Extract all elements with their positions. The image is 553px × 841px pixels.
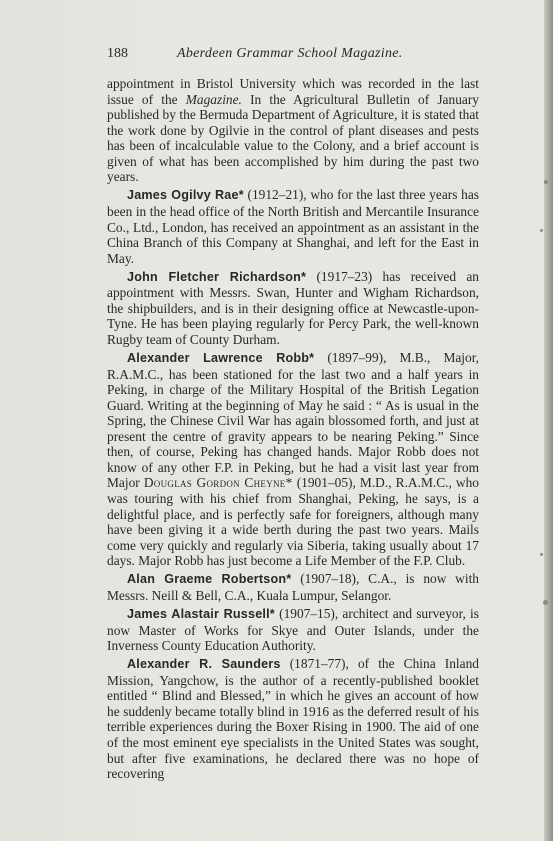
person-name: James Alastair Russell* xyxy=(127,607,275,622)
person-name: John Fletcher Richardson* xyxy=(127,269,307,284)
page-edge xyxy=(544,0,553,841)
paragraph-text: (1912–21), who for the last three years has been in the head office of the North British and Mercantile Insurance Co., Ltd., London, has received an appointment as an assistant in the China Branch of this Company at Shanghai, and left for the East in May. xyxy=(107,187,479,266)
paragraph-text: (1897–99), M.B., Major, R.A.M.C., has been stationed for the last two and a half years in Peking, in charge of the Military Hospital of the British Legation Guard. Writing at the beginning of May he said : “ As is usual in the Spring, the Chinese Civil War has again blossomed forth, and just at present the centre of gravity appears to be nearing Peking.” Since then, of course, Peking has changed hands. Major Robb does not know of any other F.P. in Peking, but he had a visit last year from Major xyxy=(107,350,479,491)
person-name: James Ogilvy Rae* xyxy=(127,188,244,203)
article-body xyxy=(107,76,479,784)
paragraph-text: (1917–23) has received an appointment with Messrs. Swan, Hunter and Wigham Richardson, the shipbuilders, and is in their designing office at Newcastle-upon-Tyne. He has been playing regularly for Percy Park, the well-known Rugby team of County Durham. xyxy=(107,268,479,347)
paragraph-text: (1871–77), of the China Inland Mission, Yangchow, is the author of a recently-published booklet entitled “ Blind and Blessed,” in which he gives an account of how he suddenly became totally blind in 1916 as the deferred result of his terrible experiences during the Boxer Rising in 1900. The aid of one of the most eminent eye specialists in the United States was sought, but after five examinations, he declared there was no hope of recovering xyxy=(107,656,479,782)
paragraph-russell xyxy=(107,606,479,654)
paragraph-saunders xyxy=(107,656,479,781)
paragraph-text: (1907–15), architect and surveyor, is now Master of Works for Skye and Outer Islands, under the Inverness County Education Authority. xyxy=(107,606,479,654)
paper-speck xyxy=(544,180,548,184)
paragraph-rae xyxy=(107,187,479,266)
person-name: Alan Graeme Robertson* xyxy=(127,572,292,587)
paper-speck xyxy=(540,553,543,556)
paragraph-text: (1901–05), M.D., R.A.M.C., who was touring with his chief from Shanghai, Peking, he says, is a delightful place, and is perfectly safe for foreigners, although many have been giving it a wide berth during the past two years. Mails come very quickly and regularly via Siberia, taking usually about 17 days. Major Robb has just become a Life Member of the F.P. Club. xyxy=(107,475,479,569)
paper-speck xyxy=(540,229,543,232)
paragraph-text: appointment in Bristol University which was recorded in the last issue of the xyxy=(107,76,479,107)
magazine-title: Magazine. xyxy=(185,91,242,107)
person-name: Alexander R. Saunders xyxy=(127,657,281,672)
person-name: Alexander Lawrence Robb* xyxy=(127,351,315,366)
page-header xyxy=(107,46,479,66)
paragraph-richardson xyxy=(107,269,479,348)
page-number: 188 xyxy=(107,46,128,61)
paragraph-robb xyxy=(107,350,479,569)
running-title: Aberdeen Grammar School Magazine. xyxy=(177,46,403,61)
paper-speck xyxy=(543,600,548,605)
paragraph-text: (1907–18), C.A., is now with Messrs. Neill & Bell, C.A., Kuala Lumpur, Selangor. xyxy=(107,571,479,603)
paragraph-text: In the Agricultural Bulletin of January published by the Bermuda Department of Agriculture, it is stated that the work done by Ogilvie in the control of plant diseases and pests has been of incalculable value to the Colony, and a brief account is given of what has been accomplished by him during the past two years. xyxy=(107,91,479,185)
person-name-small-caps: Douglas Gordon Cheyne* xyxy=(143,475,293,491)
paragraph-robertson xyxy=(107,571,479,603)
paragraph-ogilvie xyxy=(107,76,479,185)
